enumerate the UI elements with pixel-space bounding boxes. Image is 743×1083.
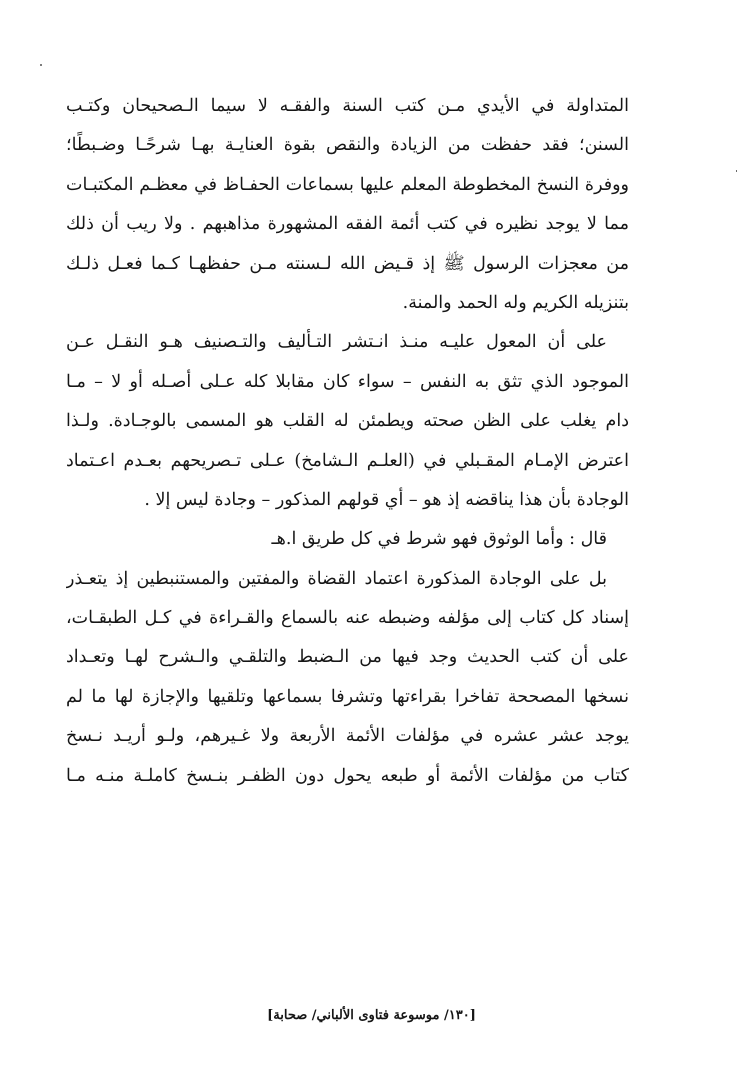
text-line: الموجود الذي تثق به النفس – سواء كان مقابلا كله عـلى أصـله أو لا – مـا: [66, 371, 629, 392]
text-line: إسناد كل كتاب إلى مؤلفه وضبطه عنه بالسماع والقـراءة في كـل الطبقـات،: [66, 608, 629, 629]
text-line: السنن؛ فقد حفظت من الزيادة والنقص بقوة العنايـة بهـا شرحًـا وضـبطًا؛: [66, 135, 629, 156]
text-line: على أن كتب الحديث وجد فيها من الـضبط والتلقـي والـشرح لهـا وتعـداد: [66, 647, 629, 668]
page-footer: [١٣٠/ موسوعة فتاوى الألباني/ صحابة]: [267, 1008, 476, 1023]
paragraph-end-line: بتنزيله الكريم وله الحمد والمنة.: [402, 292, 629, 313]
text-line: بل على الوجادة المذكورة اعتماد القضاة والمفتين والمستنبطين إذ يتعـذر: [66, 568, 607, 589]
body-text: [66, 87, 629, 796]
text-line: ووفرة النسخ المخطوطة المعلم عليها بسماعات الحفـاظ في معظـم المكتبـات: [66, 174, 629, 195]
text-line: دام يغلب على الظن صحته ويطمئن له القلب هو المسمى بالوجـادة. ولـذا: [66, 411, 629, 432]
quote-line: قال : وأما الوثوق فهو شرط في كل طريق ا.هـ: [271, 529, 607, 550]
text-line: مما لا يوجد نظيره في كتب أئمة الفقه المشهورة مذاهبهم . ولا ريب أن ذلك: [66, 214, 629, 235]
text-line: المتداولة في الأيدي مـن كتب السنة والفقـه لا سيما الـصحيحان وكتـب: [66, 96, 629, 116]
text-line: اعترض الإمـام المقـبلي في (العلـم الـشامخ) عـلى تـصريحهم بعـدم اعـتماد: [66, 450, 629, 471]
text-line: من معجزات الرسول ﷺ إذ قـيض الله لـسنته مـن حفظهـا كـما فعـل ذلـك: [66, 253, 629, 274]
scan-speck: [736, 170, 737, 172]
paragraph-end-line: الوجادة بأن هذا يناقضه إذ هو – أي قولهم المذكور – وجادة ليس إلا .: [144, 489, 629, 510]
text-line: كتاب من مؤلفات الأئمة أو طبعه يحول دون الظفـر بنـسخ كاملـة منـه مـا: [66, 765, 629, 786]
text-line: على أن المعول عليـه منـذ انـتشر التـأليف والتـصنيف هـو النقـل عـن: [66, 332, 607, 353]
text-line: نسخها المصححة تفاخرا بقراءتها وتشرفا بسماعها وتلقيها والإجازة لها ما لم: [66, 686, 629, 707]
scan-speck: [40, 64, 42, 66]
text-line: يوجد عشر عشره في مؤلفات الأئمة الأربعة ولا غـيرهم، ولـو أريـد نـسخ: [66, 726, 629, 747]
